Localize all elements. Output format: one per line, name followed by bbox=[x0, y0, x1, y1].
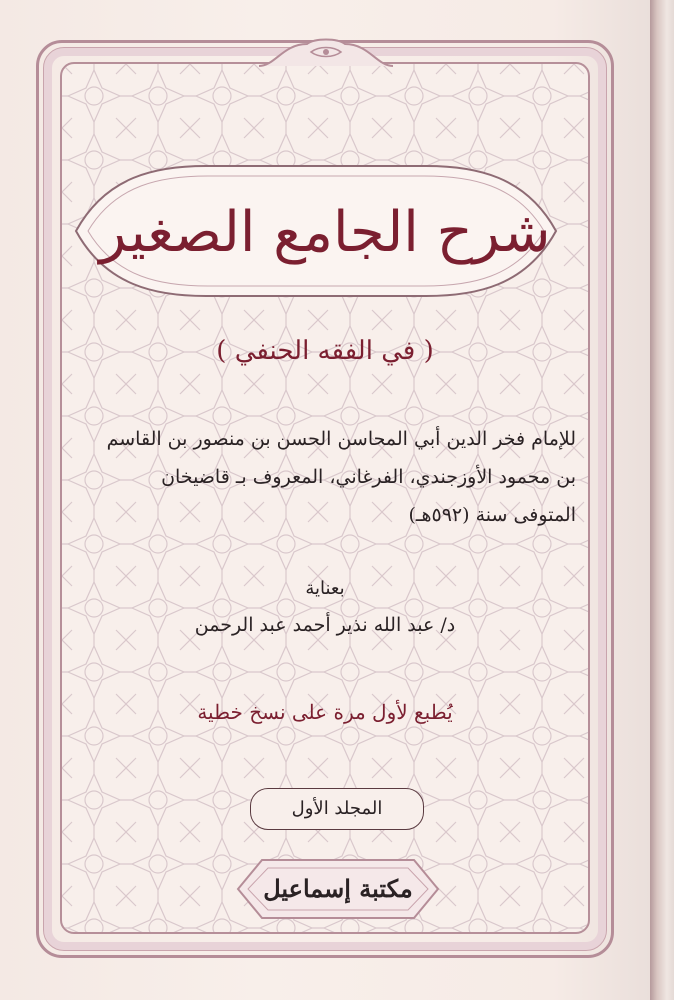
page-edge bbox=[650, 0, 674, 1000]
author-line: بن محمود الأوزجندي، الفرغاني، المعروف بـ قاضيخان bbox=[161, 466, 576, 488]
book-subtitle: ( في الفقه الحنفي ) bbox=[216, 336, 434, 366]
edition-note: يُطبع لأول مرة على نسخ خطية bbox=[197, 700, 453, 724]
editor-name: د/ عبد الله نذير أحمد عبد الرحمن bbox=[194, 614, 456, 636]
care-label: بعناية bbox=[305, 578, 345, 599]
author-block bbox=[86, 420, 576, 534]
author-line: المتوفى سنة (٥٩٢هـ) bbox=[408, 504, 576, 526]
book-title: شرح الجامع الصغير bbox=[99, 200, 551, 265]
volume-label: المجلد الأول bbox=[291, 798, 383, 819]
author-line: للإمام فخر الدين أبي المحاسن الحسن بن منصور بن القاسم bbox=[106, 428, 576, 450]
publisher-name: مكتبة إسماعيل bbox=[263, 874, 413, 903]
top-ornament bbox=[255, 36, 397, 70]
